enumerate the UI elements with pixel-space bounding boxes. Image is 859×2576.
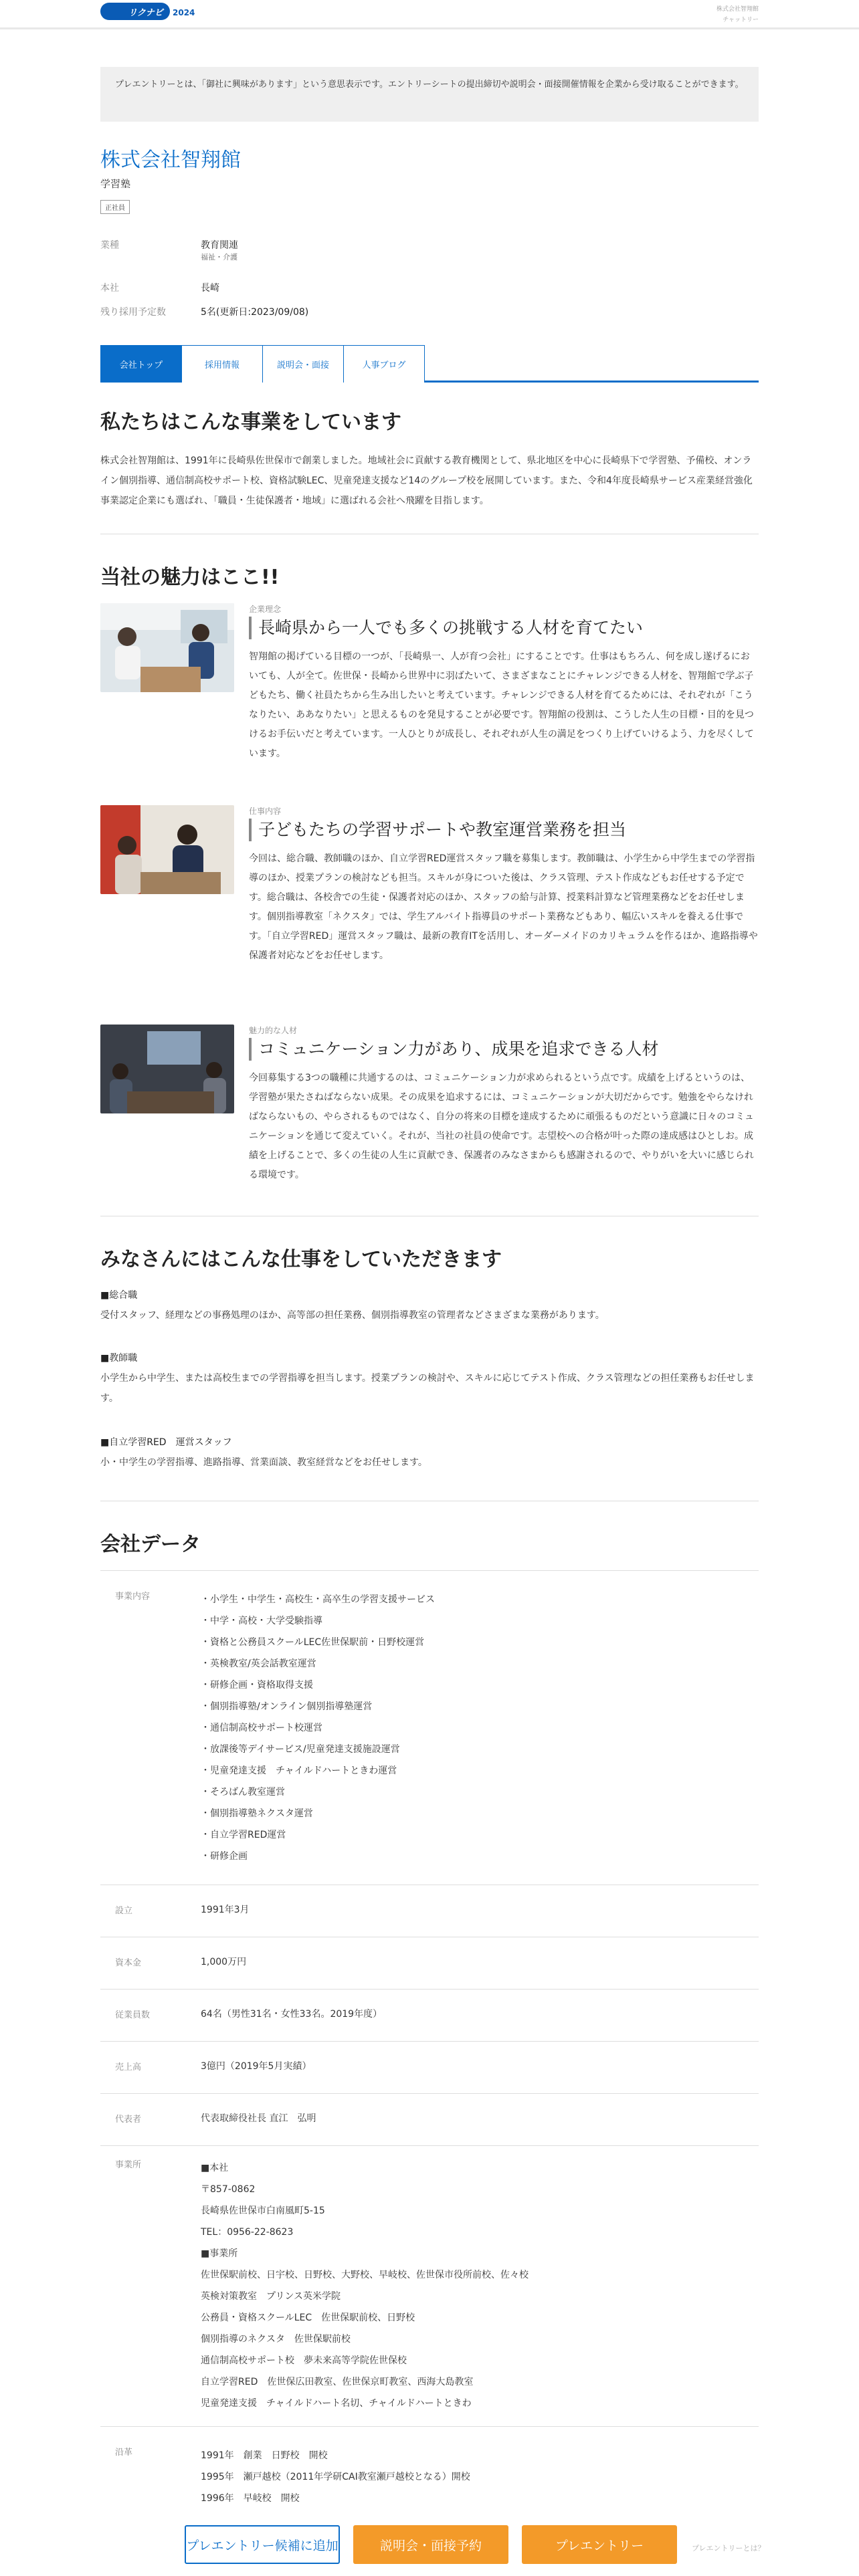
business-item: ・英検教室/英会話教室運営 bbox=[201, 1658, 316, 1669]
charm-text-1: 智翔館の掲げている目標の一つが、「長崎県一、人が育つ会社」にすることです。仕事はもちろん、何を成し遂げるにおいても、人が全て。佐世保・長崎から世界中に羽ばたいて、さまざまなことにチャレンジできる人材を、智翔館で学ぶ子どもたち、働く社員たちから生み出したいと考えています。チャレンジできる人材を育てるためには、それぞれが「こうなりたい、ああなりたい」と思えるものを発見することが必要です。智翔館の役割は、こうした人生の目標・目的を見つけるお手伝いだと考えています。一人ひとりが成長し、それぞれが人生の満足をつくり上げていけるよう、力を尽くしています。 bbox=[249, 651, 754, 759]
company-info bbox=[100, 238, 759, 329]
company-tabs bbox=[100, 345, 759, 383]
job-heading: ■教師職 bbox=[100, 1353, 138, 1364]
office-line: ■本社 bbox=[201, 2163, 229, 2173]
divider bbox=[100, 2041, 759, 2042]
company-type: 学習塾 bbox=[100, 178, 131, 190]
history-line: 1996年 早岐校 開校 bbox=[201, 2493, 300, 2504]
office-line: 通信制高校サポート校 夢未来高等学院佐世保校 bbox=[201, 2355, 407, 2366]
header-right bbox=[717, 4, 759, 25]
data-row-employees bbox=[100, 2008, 759, 2048]
data-row-capital bbox=[100, 1955, 759, 1996]
job-teacher bbox=[100, 1348, 759, 1408]
business-item: ・中学・高校・大学受験指導 bbox=[201, 1616, 322, 1626]
charm-text-3: 今回募集する3つの職種に共通するのは、コミュニケーション力が求められるという点です。成績を上げるというのは、学習塾が果たさねばならない成果。その成果を追求するには、コミュニケーションが大切だからです。勉強をやらなければならないもの、やらされるものではなく、自分の将来の目標を達成するために頑張るものだという意識に日々のコミュニケーションを通じて変えていく。それが、当社の社員の使命です。志望校への合格が叶った際の達成感はひとしお。成績を上げることで、多くの生徒の人生に貢献でき、保護者のみなさまからも感謝されるので、やりがいを大いに感じられる環境です。 bbox=[249, 1073, 754, 1180]
office-line: TEL：0956-22-8623 bbox=[201, 2227, 294, 2238]
business-item: ・個別指導塾/オンライン個別指導塾運営 bbox=[201, 1701, 373, 1712]
charm-title: 当社の魅力はここ!! bbox=[100, 566, 280, 589]
job-red-staff bbox=[100, 1432, 759, 1473]
divider bbox=[100, 2093, 759, 2094]
tab-seminar[interactable]: 説明会・面接 bbox=[262, 345, 344, 383]
office-line: ■事業所 bbox=[201, 2248, 238, 2259]
office-line: 佐世保駅前校、日宇校、日野校、大野校、早岐校、佐世保市役所前校、佐々校 bbox=[201, 2270, 529, 2280]
history-line: 1995年 瀬戸越校（2011年学研CAI教室瀬戸越校となる）開校 bbox=[201, 2472, 470, 2482]
info-row-openings bbox=[100, 305, 759, 329]
data-row-representative bbox=[100, 2112, 759, 2152]
office-line: 英検対策教室 プリンス英米学院 bbox=[201, 2291, 341, 2302]
rikunabi-logo[interactable] bbox=[100, 3, 205, 21]
pre-entry-help-link[interactable]: プレエントリーとは？ bbox=[692, 2544, 765, 2553]
charm-photo-2 bbox=[100, 805, 234, 894]
tab-hr-blog[interactable]: 人事ブログ bbox=[343, 345, 425, 383]
data-row-founded bbox=[100, 1903, 759, 1943]
info-value: 5名(更新日:2023/09/08) bbox=[201, 307, 309, 318]
info-sub: 福祉・介護 bbox=[201, 253, 237, 261]
tab-company-top[interactable]: 会社トップ bbox=[100, 345, 182, 383]
charm-photo-1 bbox=[100, 603, 234, 692]
charm-photo-3 bbox=[100, 1025, 234, 1113]
info-value: 長崎 bbox=[201, 283, 219, 294]
header-chat-link[interactable]: チャットリー bbox=[723, 17, 759, 23]
jobs-title: みなさんにはこんな仕事をしていただきます bbox=[100, 1248, 502, 1271]
employment-tag: 正社員 bbox=[100, 200, 130, 214]
data-value: 64名（男性31名・女性33名。2019年度） bbox=[201, 2009, 383, 2020]
sticky-action-bar bbox=[0, 2510, 859, 2576]
charm-small-label: 仕事内容 bbox=[249, 807, 282, 816]
seminar-reserve-button[interactable]: 説明会・面接予約 bbox=[353, 2525, 508, 2564]
business-list bbox=[201, 1589, 749, 1867]
site-header bbox=[0, 0, 859, 29]
job-text: 小・中学生の学習指導、進路指導、営業面談、教室経営などをお任せします。 bbox=[100, 1457, 427, 1468]
company-header bbox=[100, 146, 759, 214]
office-line: 個別指導のネクスタ 佐世保駅前校 bbox=[201, 2334, 351, 2345]
business-item: ・自立学習RED運営 bbox=[201, 1830, 286, 1840]
data-row-sales bbox=[100, 2060, 759, 2100]
data-label: 設立 bbox=[115, 1906, 133, 1916]
add-candidate-button[interactable]: プレエントリー候補に追加 bbox=[185, 2525, 340, 2564]
logo-year: 2024 bbox=[173, 8, 195, 17]
business-item: ・研修企画・資格取得支援 bbox=[201, 1680, 313, 1691]
divider bbox=[100, 1570, 759, 1571]
job-heading: ■自立学習RED 運営スタッフ bbox=[100, 1437, 232, 1448]
business-item: ・通信制高校サポート校運営 bbox=[201, 1723, 322, 1733]
data-value: 3億円（2019年5月実績） bbox=[201, 2061, 312, 2072]
data-value: 代表取締役社長 直江 弘明 bbox=[201, 2113, 316, 2124]
charm-item-work bbox=[100, 805, 759, 1006]
office-line: 公務員・資格スクールLEC 佐世保駅前校、日野校 bbox=[201, 2313, 415, 2323]
business-item: ・児童発達支援 チャイルドハートときわ運営 bbox=[201, 1765, 397, 1776]
pre-entry-notice: プレエントリーとは、「御社に興味があります」という意思表示です。エントリーシートの提出締切や説明会・面接開催情報を企業から受け取ることができます。 bbox=[100, 67, 759, 122]
data-label: 売上高 bbox=[115, 2062, 142, 2072]
charm-title-2: 子どもたちの学習サポートや教室運営業務を担当 bbox=[249, 819, 626, 841]
logo-pill bbox=[100, 3, 170, 20]
charm-item-philosophy bbox=[100, 603, 759, 784]
history-list bbox=[201, 2445, 749, 2509]
job-text: 小学生から中学生、または高校生までの学習指導を担当します。授業プランの検討や、スキルに応じてテスト作成、クラス管理などの担任業務もお任せします。 bbox=[100, 1373, 755, 1404]
business-title: 私たちはこんな事業をしています bbox=[100, 411, 401, 434]
info-label: 残り採用予定数 bbox=[100, 307, 166, 318]
business-item: ・資格と公務員スクールLEC佐世保駅前・日野校運営 bbox=[201, 1637, 425, 1648]
business-item: ・放課後等デイサービス/児童発達支援施設運営 bbox=[201, 1744, 400, 1755]
charm-item-talent bbox=[100, 1025, 759, 1205]
business-item: ・そろばん教室運営 bbox=[201, 1787, 285, 1798]
company-name: 株式会社智翔館 bbox=[100, 148, 241, 172]
office-line: 児童発達支援 チャイルドハート名切、チャイルドハートときわ bbox=[201, 2398, 472, 2409]
data-label: 従業員数 bbox=[115, 2010, 151, 2020]
logo-text: リクナビ bbox=[128, 8, 163, 18]
data-label: 事業所 bbox=[115, 2160, 142, 2170]
office-line: 〒857-0862 bbox=[201, 2184, 256, 2195]
business-item: ・小学生・中学生・高校生・高卒生の学習支援サービス bbox=[201, 1594, 435, 1605]
data-label: 資本金 bbox=[115, 1958, 142, 1968]
info-label: 本社 bbox=[100, 283, 119, 294]
divider bbox=[100, 2145, 759, 2146]
data-label: 沿革 bbox=[115, 2448, 133, 2458]
charm-title-3: コミュニケーション力があり、成果を追求できる人材 bbox=[249, 1038, 659, 1061]
divider bbox=[100, 1989, 759, 1990]
data-label: 事業内容 bbox=[115, 1592, 151, 1602]
data-row-history bbox=[100, 2445, 759, 2512]
job-general bbox=[100, 1285, 759, 1325]
pre-entry-button[interactable]: プレエントリー bbox=[522, 2525, 677, 2564]
charm-text-2: 今回は、総合職、教師職のほか、自立学習RED運営スタッフ職を募集します。教師職は、小学生から中学生までの学習指導のほか、授業プランの検討なども担当。スキルが身についた後は、クラス管理、テスト作成などもお任せする予定です。総合職は、各校舎での生徒・保護者対応のほか、スタッフの給与計算、授業料計算など管理業務などをお任せします。個別指導教室「ネクスタ」では、学生アルバイト指導員のサポート業務などもあり、幅広いスキルを養える仕事です。「自立学習RED」運営スタッフ職は、最新の教育ITを活用し、オーダーメイドのカリキュラムを作るほか、進路指導や保護者対応などをお任せします。 bbox=[249, 853, 758, 961]
tab-recruitment[interactable]: 採用情報 bbox=[181, 345, 263, 383]
office-line: 自立学習RED 佐世保広田教室、佐世保京町教室、西海大島教室 bbox=[201, 2377, 474, 2387]
business-item: ・研修企画 bbox=[201, 1851, 248, 1862]
business-text: 株式会社智翔館は、1991年に長崎県佐世保市で創業しました。地域社会に貢献する教育機関として、県北地区を中心に長崎県下で学習塾、予備校、オンライン個別指導、通信制高校サポート校、資格試験LEC、児童発達支援など14のグループ校を展開しています。また、令和4年度長崎県サービス産業経営強化事業認定企業にも選ばれ、「職員・生徒保護者・地域」に選ばれる会社へ飛躍を目指します。 bbox=[100, 455, 753, 506]
business-item: ・個別指導塾ネクスタ運営 bbox=[201, 1808, 313, 1819]
data-row-business bbox=[100, 1589, 759, 1883]
company-data-title: 会社データ bbox=[100, 1533, 201, 1556]
charm-small-label: 魅力的な人材 bbox=[249, 1026, 298, 1035]
charm-small-label: 企業理念 bbox=[249, 605, 282, 614]
info-label: 業種 bbox=[100, 240, 119, 251]
charm-title-1: 長崎県から一人でも多くの挑戦する人材を育てたい bbox=[249, 617, 643, 639]
office-line: 長崎県佐世保市白南風町5-15 bbox=[201, 2206, 325, 2216]
header-company-name: 株式会社智翔館 bbox=[716, 6, 759, 13]
data-value: 1991年3月 bbox=[201, 1905, 250, 1915]
job-heading: ■総合職 bbox=[100, 1290, 138, 1301]
info-value: 教育関連 bbox=[201, 240, 238, 251]
divider bbox=[100, 2426, 759, 2427]
history-line: 1991年 創業 日野校 開校 bbox=[201, 2450, 328, 2461]
info-row-hq bbox=[100, 281, 759, 305]
data-label: 代表者 bbox=[115, 2115, 142, 2125]
data-row-offices bbox=[100, 2157, 759, 2425]
office-list bbox=[201, 2157, 749, 2414]
data-value: 1,000万円 bbox=[201, 1957, 247, 1967]
info-row-industry bbox=[100, 238, 759, 281]
job-text: 受付スタッフ、経理などの事務処理のほか、高等部の担任業務、個別指導教室の管理者などさまざまな業務があります。 bbox=[100, 1310, 605, 1321]
